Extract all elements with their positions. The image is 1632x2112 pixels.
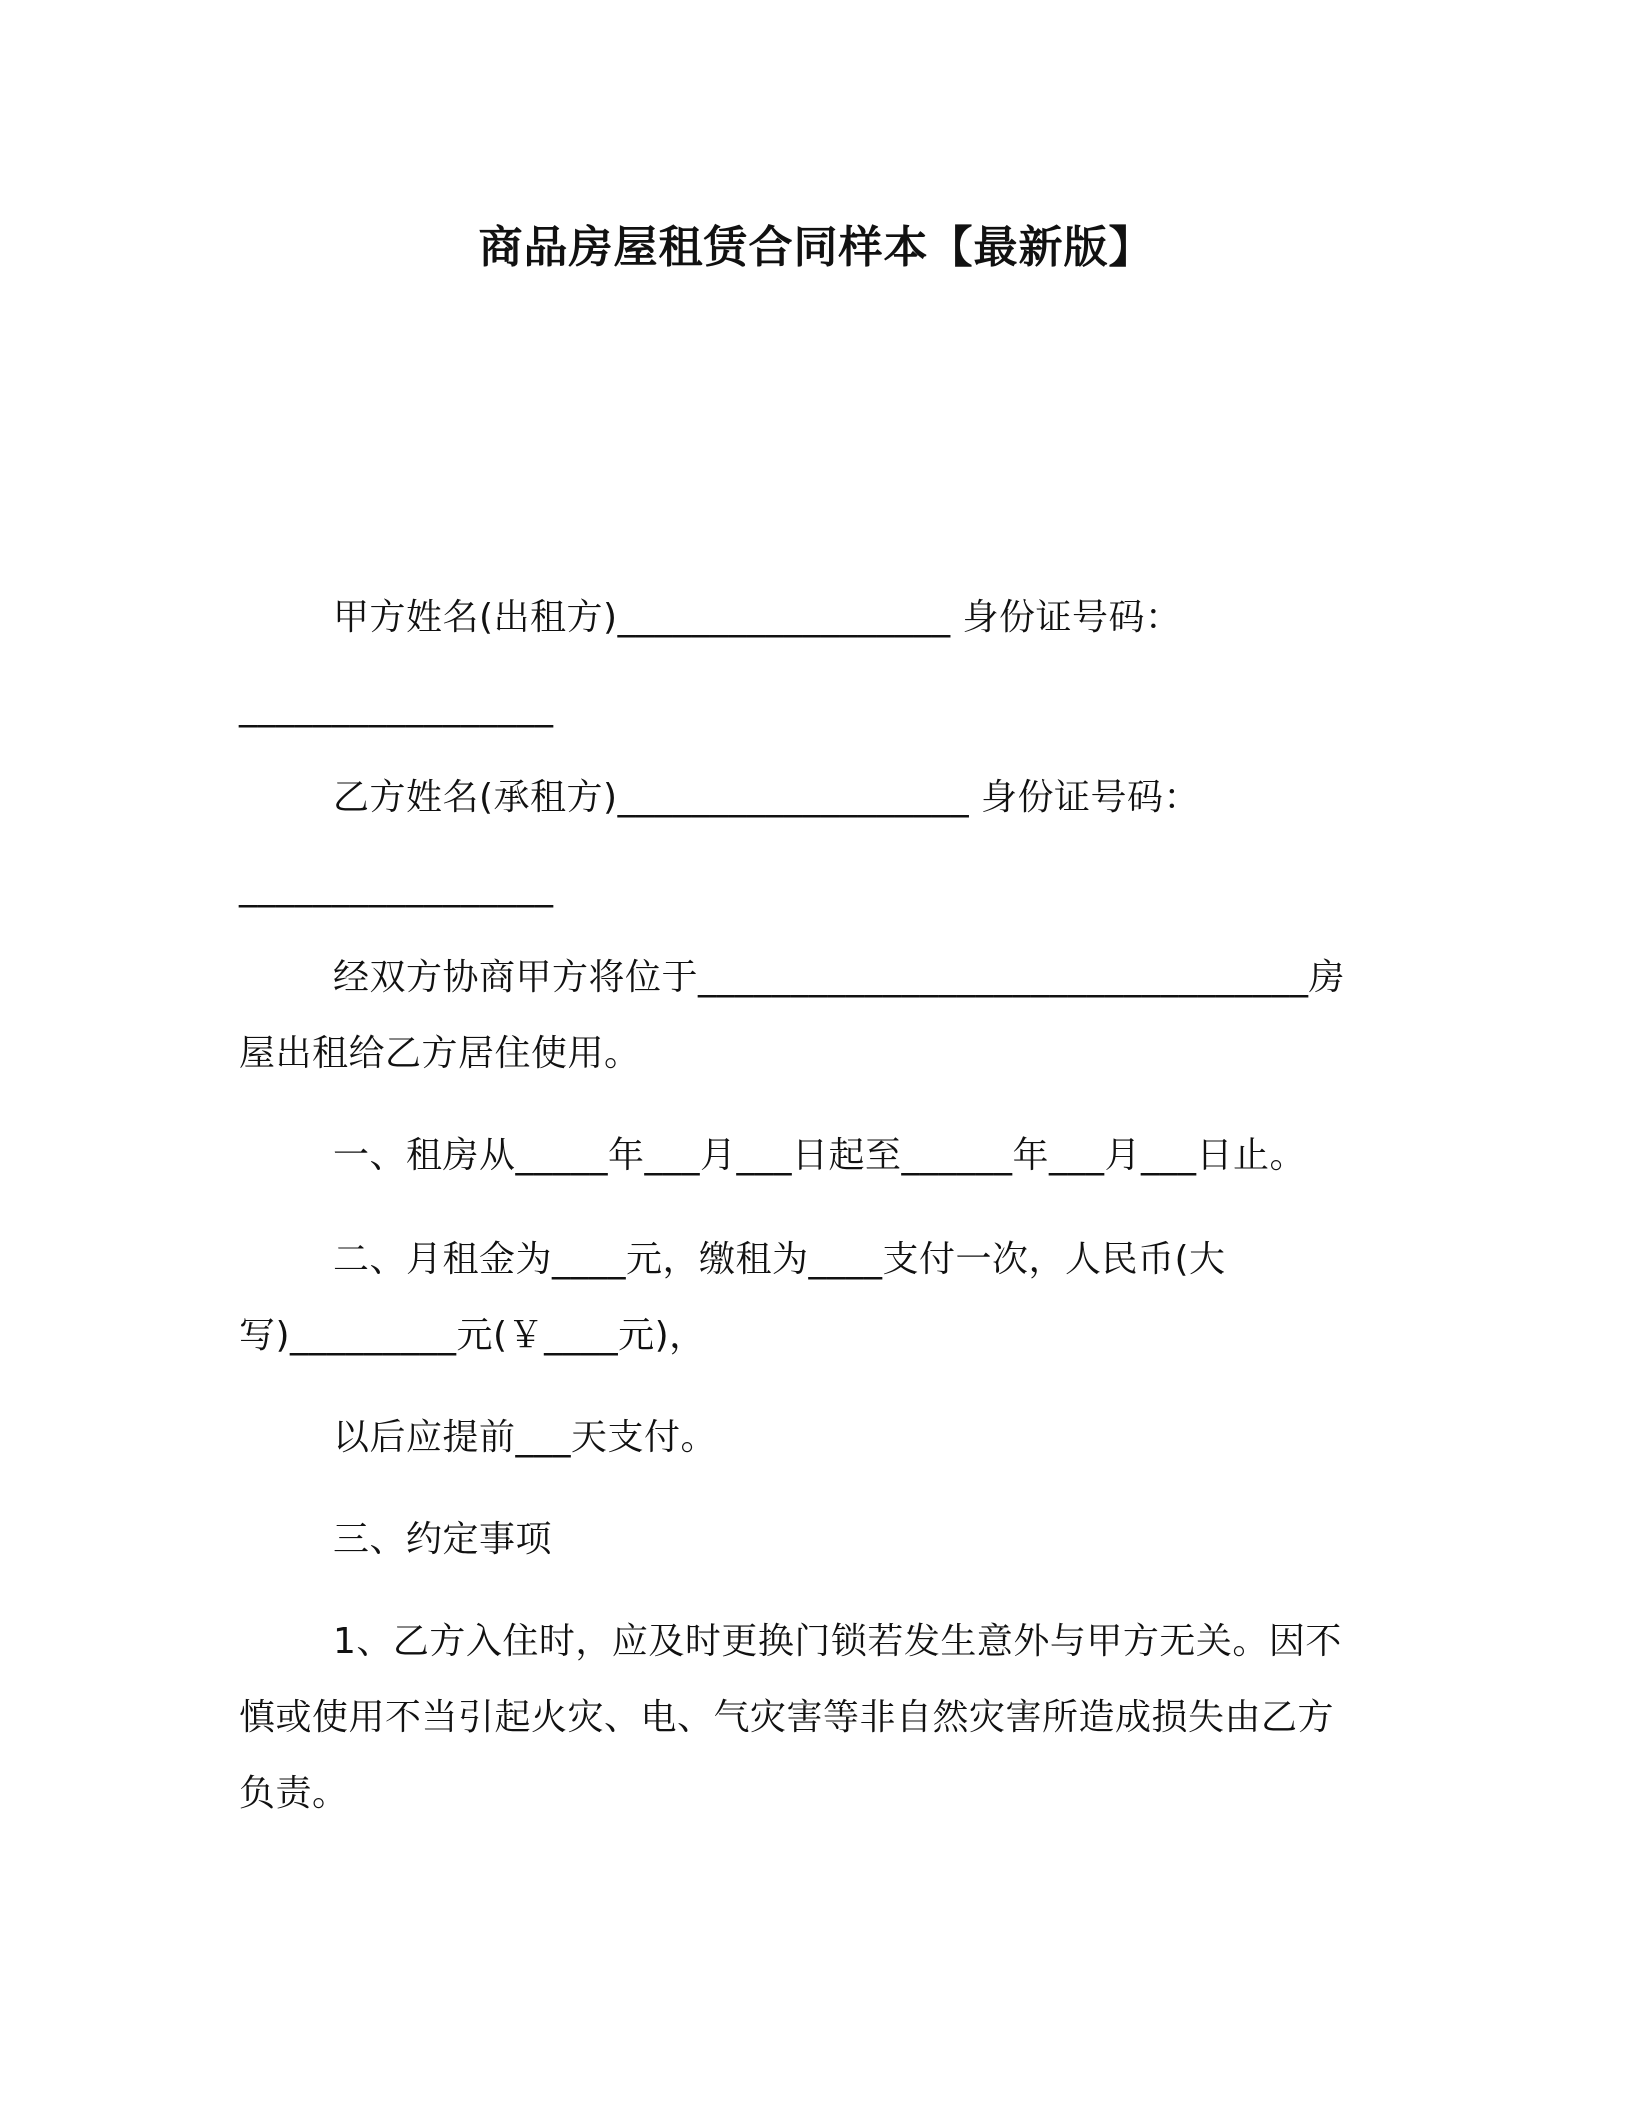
- payment-advance-line: 以后应提前___天支付。: [333, 1417, 718, 1458]
- clause-1-rental-period: 一、租房从_____年___月___日起至______年___月___日止。: [333, 1135, 1307, 1176]
- clause-2-rent: 二、月租金为____元，缴租为____支付一次，人民币(大: [333, 1239, 1226, 1280]
- property-location-line: 经双方协商甲方将位于_________________________________房: [333, 957, 1346, 998]
- party-a-line: 甲方姓名(出租方)__________________ 身份证号码：: [333, 597, 1182, 638]
- party-b-line: 乙方姓名(承租方)___________________ 身份证号码：: [333, 777, 1201, 818]
- document-title: 商品房屋租赁合同样本【最新版】: [478, 222, 1154, 273]
- property-location-continued: 屋出租给乙方居住使用。: [239, 1033, 641, 1074]
- item-1-line-2: 慎或使用不当引起火灾、电、气灾害等非自然灾害所造成损失由乙方: [239, 1697, 1335, 1738]
- party-a-id-blank: _________________: [239, 687, 554, 728]
- clause-3-heading: 三、约定事项: [333, 1519, 553, 1560]
- item-1-line-3: 负责。: [239, 1773, 349, 1814]
- party-b-id-blank: _________________: [239, 867, 554, 908]
- clause-2-rent-continued: 写)_________元(￥____元)，: [239, 1315, 706, 1356]
- item-1-line-1: 1、乙方入住时，应及时更换门锁若发生意外与甲方无关。因不: [333, 1621, 1342, 1662]
